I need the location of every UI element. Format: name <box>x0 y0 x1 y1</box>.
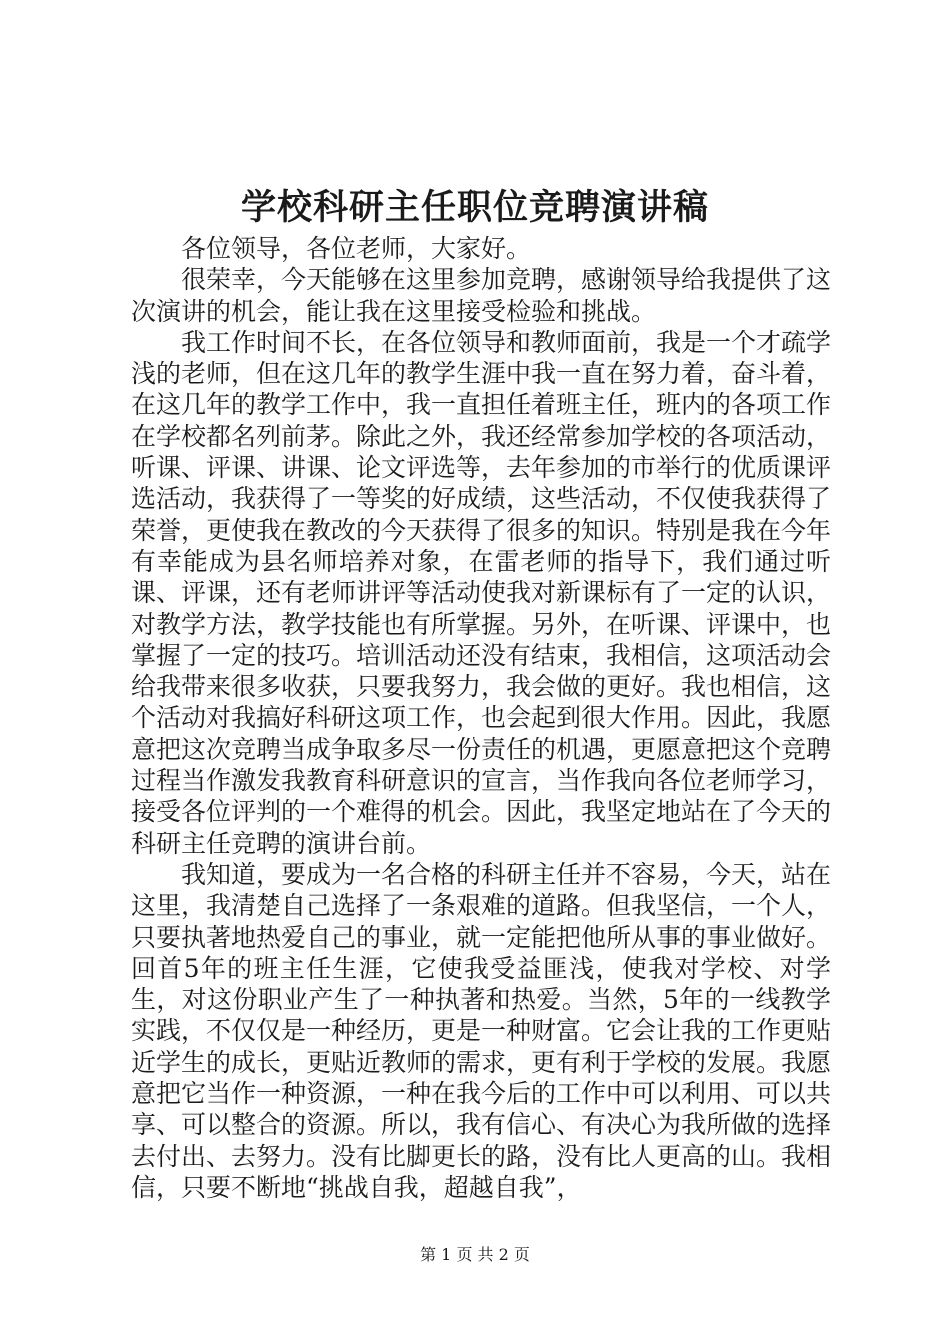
paragraph-thanks: 很荣幸，今天能够在这里参加竞聘，感谢领导给我提供了这次演讲的机会，能让我在这里接受检验和挑战。 <box>131 265 832 326</box>
paragraph-determination: 我知道，要成为一名合格的科研主任并不容易，今天，站在这里，我清楚自己选择了一条艰难的道路。但我坚信，一个人，只要执著地热爱自己的事业，就一定能把他所从事的事业做好。回首5年的班主任生涯，它使我受益匪浅，使我对学校、对学生，对这份职业产生了一种执著和热爱。当然，5年的一线教学实践，不仅仅是一种经历，更是一种财富。它会让我的工作更贴近学生的成长，更贴近教师的需求，更有利于学校的发展。我愿意把它当作一种资源，一种在我今后的工作中可以利用、可以共享、可以整合的资源。所以，我有信心、有决心为我所做的选择去付出、去努力。没有比脚更长的路，没有比人更高的山。我相信，只要不断地“挑战自我，超越自我”， <box>131 859 832 1202</box>
document-body <box>131 233 831 1203</box>
document-title: 学校科研主任职位竞聘演讲稿 <box>240 187 709 228</box>
paragraph-greeting: 各位领导，各位老师，大家好。 <box>181 234 532 263</box>
page-footer: 第 1 页 共 2 页 <box>420 1245 530 1264</box>
paragraph-experience: 我工作时间不长，在各位领导和教师面前，我是一个才疏学浅的老师，但在这几年的教学生涯中我一直在努力着，奋斗着，在这几年的教学工作中，我一直担任着班主任，班内的各项工作在学校都名列前茅。除此之外，我还经常参加学校的各项活动，听课、评课、讲课、论文评选等，去年参加的市举行的优质课评选活动，我获得了一等奖的好成绩，这些活动，不仅使我获得了荣誉，更使我在教改的今天获得了很多的知识。特别是我在今年有幸能成为县名师培养对象，在雷老师的指导下，我们通过听课、评课，还有老师讲评等活动使我对新课标有了一定的认识，对教学方法，教学技能也有所掌握。另外，在听课、评课中，也掌握了一定的技巧。培训活动还没有结束，我相信，这项活动会给我带来很多收获，只要我努力，我会做的更好。我也相信，这个活动对我搞好科研这项工作，也会起到很大作用。因此，我愿意把这次竞聘当成争取多尽一份责任的机遇，更愿意把这个竞聘过程当作激发我教育科研意识的宣言，当作我向各位老师学习，接受各位评判的一个难得的机会。因此，我坚定地站在了今天的科研主任竞聘的演讲台前。 <box>131 327 832 858</box>
